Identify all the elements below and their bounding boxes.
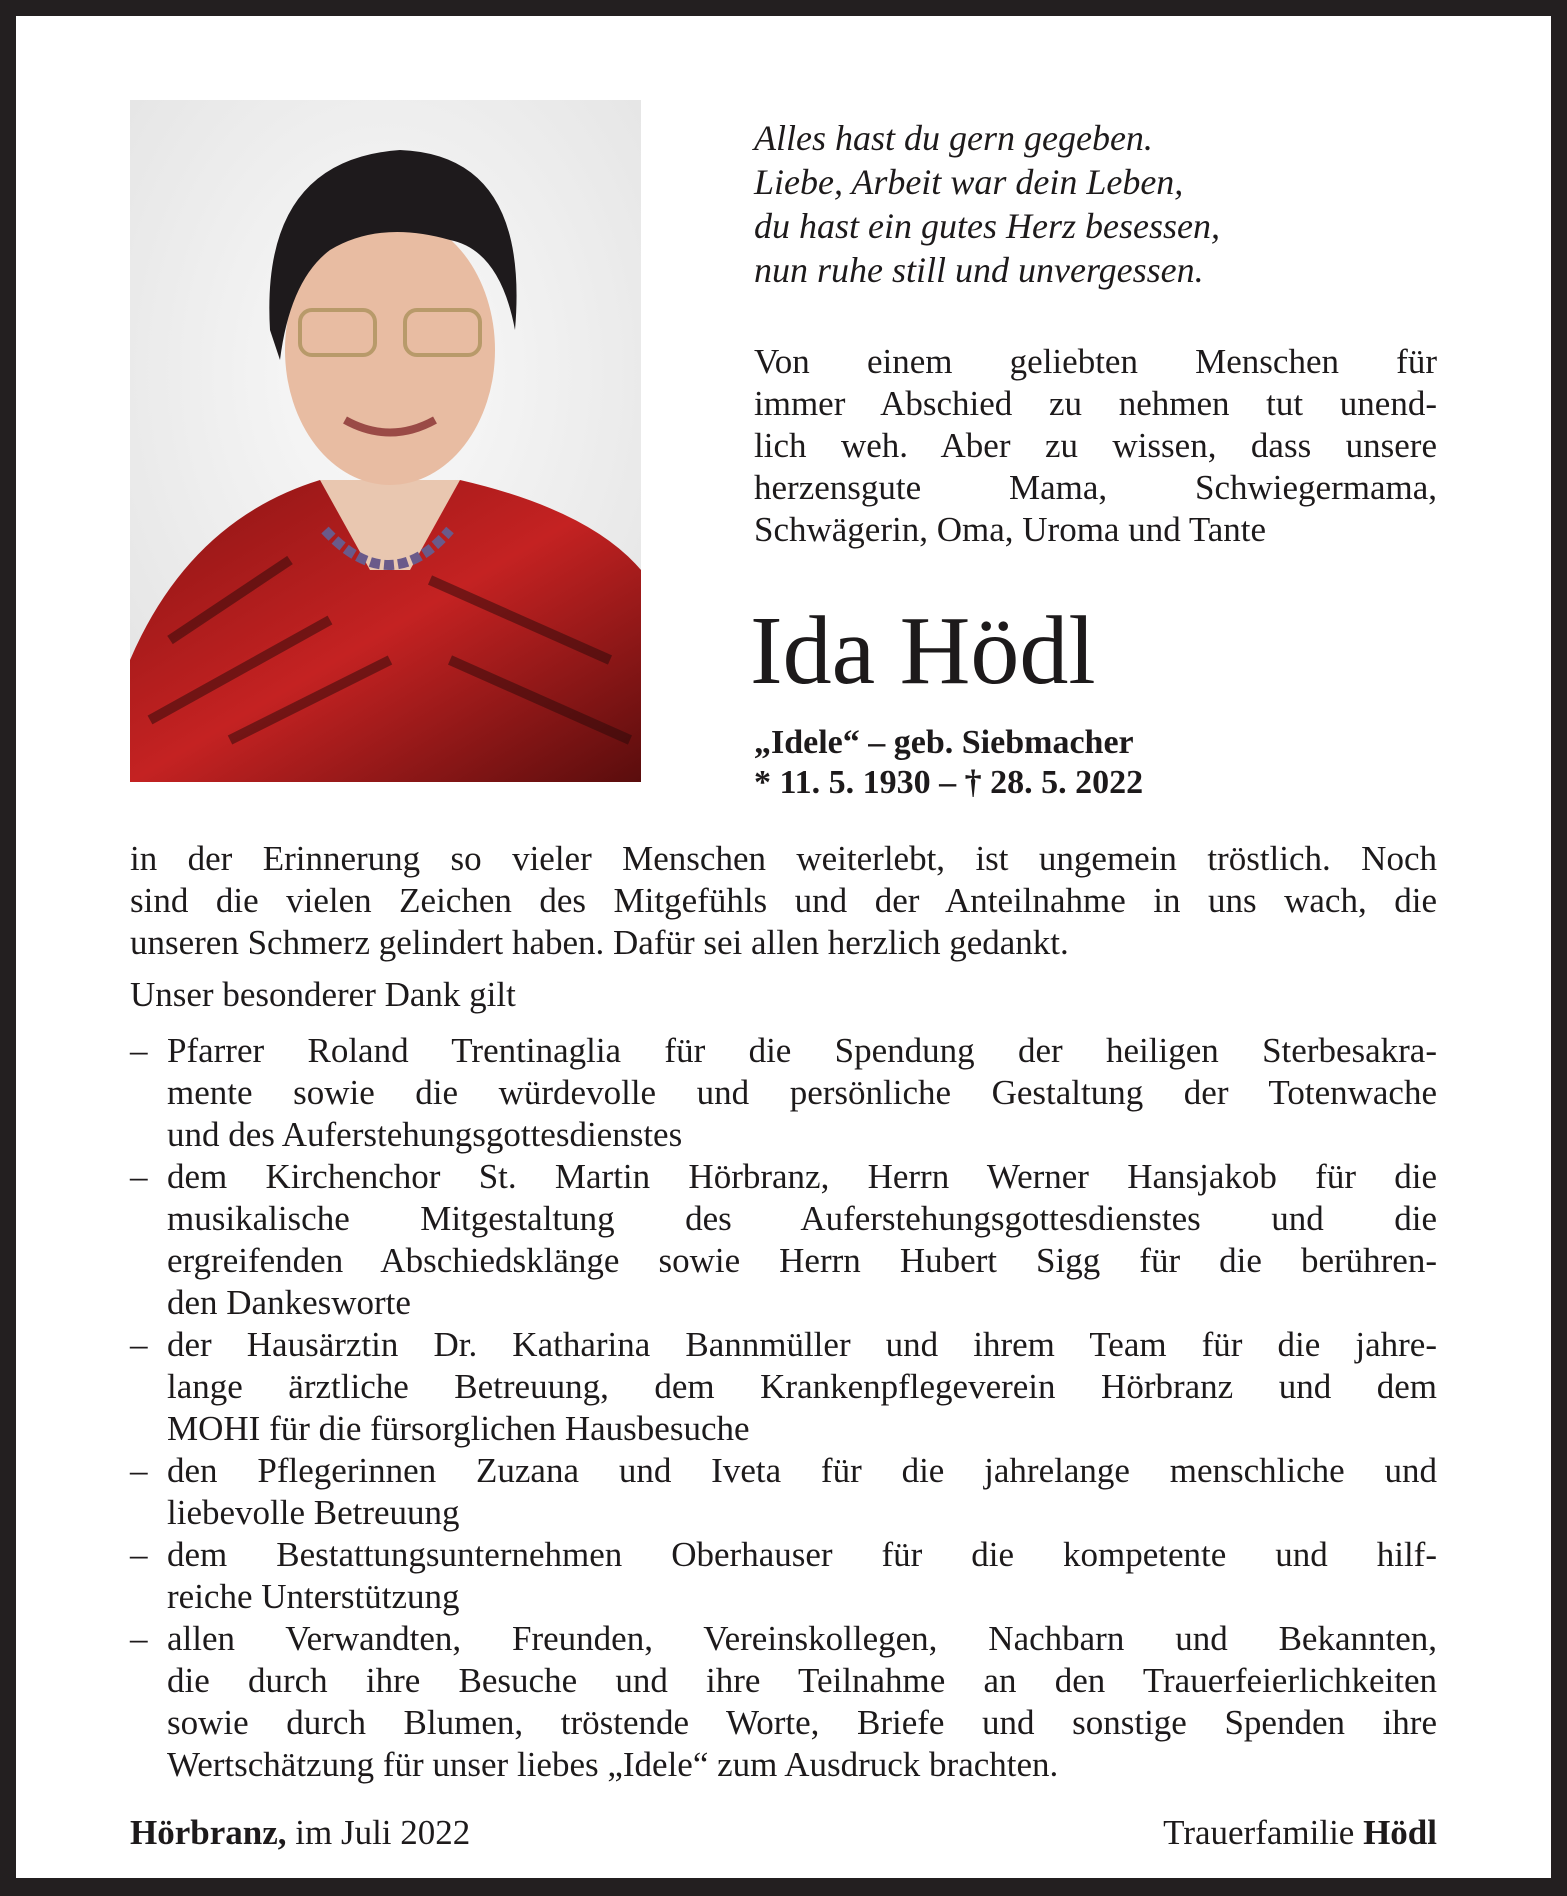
thanks-item bbox=[130, 1534, 1437, 1618]
dash-bullet: – bbox=[130, 1157, 148, 1196]
body-paragraph bbox=[130, 838, 1437, 964]
thanks-line: und des Auferstehungsgottesdienstes bbox=[167, 1115, 683, 1154]
dash-bullet: – bbox=[130, 1451, 148, 1490]
thanks-item bbox=[130, 1450, 1437, 1534]
dash-bullet: – bbox=[130, 1535, 148, 1574]
intro-line: Von einem geliebten Menschen für bbox=[754, 342, 1437, 381]
intro-line: Schwägerin, Oma, Uroma und Tante bbox=[754, 510, 1267, 549]
body-line: in der Erinnerung so vieler Menschen weiterlebt, ist ungemein tröstlich. Noch bbox=[130, 839, 1437, 878]
thanks-item bbox=[130, 1324, 1437, 1450]
thanks-line: dem Kirchenchor St. Martin Hörbranz, Herrn Werner Hansjakob für die bbox=[167, 1157, 1437, 1196]
dash-bullet: – bbox=[130, 1619, 148, 1658]
thanks-line: allen Verwandten, Freunden, Vereinskollegen, Nachbarn und Bekannten, bbox=[167, 1619, 1437, 1658]
thanks-item bbox=[130, 1156, 1437, 1324]
dash-bullet: – bbox=[130, 1031, 148, 1070]
thanks-line: dem Bestattungsunternehmen Oberhauser für die kompetente und hilf- bbox=[167, 1535, 1437, 1574]
thanks-line: ergreifenden Abschiedsklänge sowie Herrn Hubert Sigg für die berühren- bbox=[167, 1241, 1437, 1280]
thanks-line: MOHI für die fürsorglichen Hausbesuche bbox=[167, 1409, 750, 1448]
thanks-line: die durch ihre Besuche und ihre Teilnahme an den Trauerfeierlichkeiten bbox=[167, 1661, 1437, 1700]
thanks-line: lange ärztliche Betreuung, dem Krankenpflegeverein Hörbranz und dem bbox=[167, 1367, 1437, 1406]
family-prefix: Trauerfamilie bbox=[1163, 1813, 1364, 1852]
dash-bullet: – bbox=[130, 1325, 148, 1364]
poem-line: Alles hast du gern gegeben. bbox=[754, 118, 1153, 158]
intro-line: immer Abschied zu nehmen tut unend- bbox=[754, 384, 1437, 423]
thanks-line: liebevolle Betreuung bbox=[167, 1493, 460, 1532]
thanks-line: den Pflegerinnen Zuzana und Iveta für die jahrelange menschliche und bbox=[167, 1451, 1437, 1490]
thanks-line: reiche Unterstützung bbox=[167, 1577, 460, 1616]
thanks-line: der Hausärztin Dr. Katharina Bannmüller und ihrem Team für die jahre- bbox=[167, 1325, 1437, 1364]
body-line: unseren Schmerz gelindert haben. Dafür sei allen herzlich gedankt. bbox=[130, 923, 1069, 962]
obituary-page bbox=[16, 16, 1551, 1878]
intro-paragraph bbox=[754, 341, 1437, 551]
thanks-line: sowie durch Blumen, tröstende Worte, Briefe und sonstige Spenden ihre bbox=[167, 1703, 1437, 1742]
dates-line: * 11. 5. 1930 – † 28. 5. 2022 bbox=[754, 764, 1144, 801]
family-name: Hödl bbox=[1363, 1813, 1437, 1852]
poem-line: du hast ein gutes Herz besessen, bbox=[754, 206, 1220, 246]
intro-line: lich weh. Aber zu wissen, dass unsere bbox=[754, 426, 1437, 465]
thanks-list bbox=[130, 1030, 1437, 1786]
deceased-name: Ida Hödl bbox=[750, 597, 1096, 705]
body-line: sind die vielen Zeichen des Mitgefühls und der Anteilnahme in uns wach, die bbox=[130, 881, 1437, 920]
name-details bbox=[754, 723, 1143, 803]
poem-line: nun ruhe still und unvergessen. bbox=[754, 250, 1204, 290]
thanks-item bbox=[130, 1030, 1437, 1156]
thanks-line: Pfarrer Roland Trentinaglia für die Spendung der heiligen Sterbesakra- bbox=[167, 1031, 1437, 1070]
place-date bbox=[130, 1812, 470, 1854]
signature bbox=[1163, 1812, 1437, 1854]
place: Hörbranz, bbox=[130, 1813, 287, 1852]
poem-line: Liebe, Arbeit war dein Leben, bbox=[754, 162, 1184, 202]
thanks-item bbox=[130, 1618, 1437, 1786]
thanks-line: musikalische Mitgestaltung des Auferstehungsgottesdienstes und die bbox=[167, 1199, 1437, 1238]
poem bbox=[754, 116, 1454, 292]
nickname-line: „Idele“ – geb. Siebmacher bbox=[754, 724, 1134, 761]
thanks-line: Wertschätzung für unser liebes „Idele“ zum Ausdruck brachten. bbox=[167, 1745, 1059, 1784]
date: im Juli 2022 bbox=[286, 1813, 471, 1852]
thanks-line: mente sowie die würdevolle und persönliche Gestaltung der Totenwache bbox=[167, 1073, 1437, 1112]
portrait-photo bbox=[130, 100, 641, 782]
thanks-line: den Dankesworte bbox=[167, 1283, 411, 1322]
thanks-intro: Unser besonderer Dank gilt bbox=[130, 975, 516, 1014]
intro-line: herzensgute Mama, Schwiegermama, bbox=[754, 468, 1437, 507]
